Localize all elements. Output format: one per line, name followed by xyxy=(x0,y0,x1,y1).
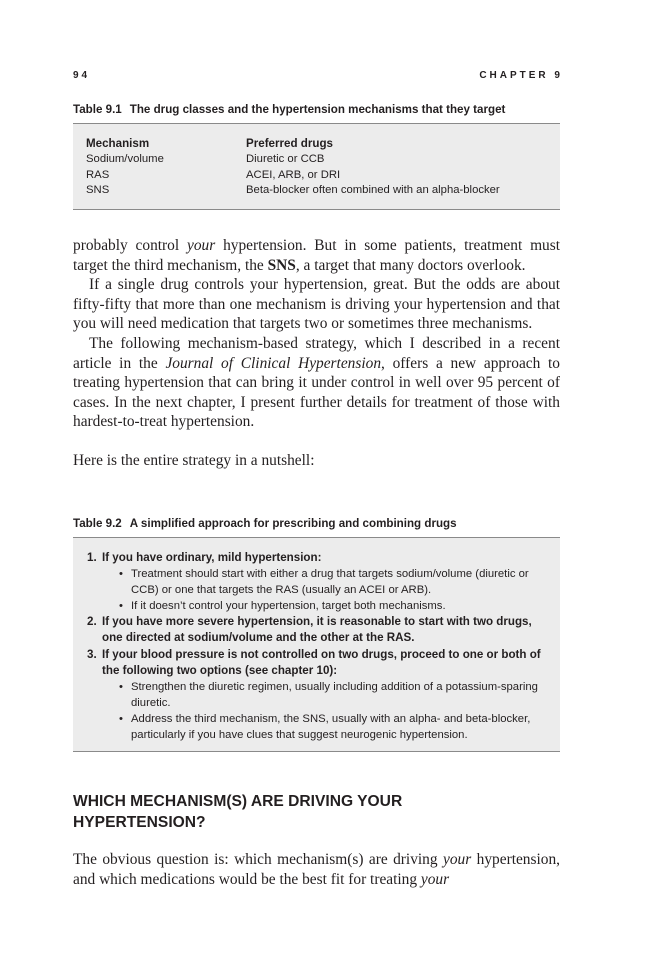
table-cell: Sodium/volume xyxy=(86,153,164,165)
table-2-caption-text: A simplified approach for prescribing and combining drugs xyxy=(129,517,457,530)
table-cell: Beta-blocker often combined with an alpha-blocker xyxy=(246,184,500,196)
bullet-item: • Strengthen the diuretic regimen, usually including addition of a potassium-sparing diuretic. xyxy=(119,680,538,709)
table-2-number: Table 9.2 xyxy=(73,517,122,530)
table-cell: Diuretic or CCB xyxy=(246,153,325,165)
page-number: 94 xyxy=(73,70,91,81)
paragraph: The obvious question is: which mechanism(s) are driving your hypertension, and which medications would be the best fit for treating your xyxy=(73,851,560,888)
bullet-item: • If it doesn’t control your hypertension, target both mechanisms. xyxy=(119,600,446,613)
paragraph: If a single drug controls your hypertension, great. But the odds are about fifty-fifty that more than one mechanism is driving your hypertension and that you will need medication that targets two or sometimes three mechanisms. xyxy=(73,276,560,333)
table-1 xyxy=(73,123,560,210)
table-2 xyxy=(73,537,560,752)
paragraph: probably control your hypertension. But in some patients, treatment must target the third mechanism, the SNS, a target that many doctors overlook. xyxy=(73,237,560,274)
bullet-item: • Treatment should start with either a drug that targets sodium/volume (diuretic or CCB) or one that targets the RAS (usually an ACEI or ARB). xyxy=(119,568,529,597)
bullet-item: • Address the third mechanism, the SNS, usually with an alpha- and beta-blocker, particularly if you have clues that suggest neurogenic hypertension. xyxy=(119,712,531,742)
list-item: 3. If your blood pressure is not controlled on two drugs, proceed to one or both of the following two options (see chapter 10): • Strengthen the diuretic regimen, usually including addition of a potassium-sparing diuretic. • Address the third mechanism, the SNS, usually with an alpha- and beta-blocker, particularly if you have clues that suggest neurogenic hypertension. xyxy=(87,647,549,744)
table-1-caption xyxy=(73,103,505,116)
paragraph: Here is the entire strategy in a nutshell: xyxy=(73,451,315,469)
table-2-caption xyxy=(73,517,457,530)
table-1-col-header: Preferred drugs xyxy=(246,137,333,150)
table-cell: RAS xyxy=(86,169,110,181)
paragraph: The following mechanism-based strategy, which I described in a recent article in the Journal of Clinical Hypertension, offers a new approach to treating hypertension that can bring it under control in well over 95 percent of cases. In the next chapter, I present further details for treatment of those with hardest-to-treat hypertension. xyxy=(73,334,561,431)
table-1-number: Table 9.1 xyxy=(73,103,122,116)
section-heading: WHICH MECHANISM(S) ARE DRIVING YOUR HYPERTENSION? xyxy=(73,793,403,831)
table-1-col-header: Mechanism xyxy=(86,137,150,150)
list-item: 1. If you have ordinary, mild hypertension: • Treatment should start with either a drug that targets sodium/volume (diuretic or CCB) or one that targets the RAS (usually an ACEI or ARB). • If it doesn’t control your hypertension, target both mechanisms. xyxy=(87,550,549,614)
table-1-caption-text: The drug classes and the hypertension mechanisms that they target xyxy=(129,103,506,116)
table-row xyxy=(86,169,341,181)
table-row xyxy=(86,184,500,196)
list-item: 2. If you have more severe hypertension, it is reasonable to start with two drugs, one directed at sodium/volume and the other at the RAS. xyxy=(87,615,532,645)
table-row xyxy=(86,153,325,165)
chapter-label: CHAPTER 9 xyxy=(479,70,563,81)
running-header xyxy=(73,70,563,84)
body-text-upper xyxy=(73,236,560,471)
table-cell: SNS xyxy=(86,184,110,196)
table-1-header-row xyxy=(86,137,333,150)
body-text-lower xyxy=(73,850,560,889)
table-cell: ACEI, ARB, or DRI xyxy=(246,169,341,181)
